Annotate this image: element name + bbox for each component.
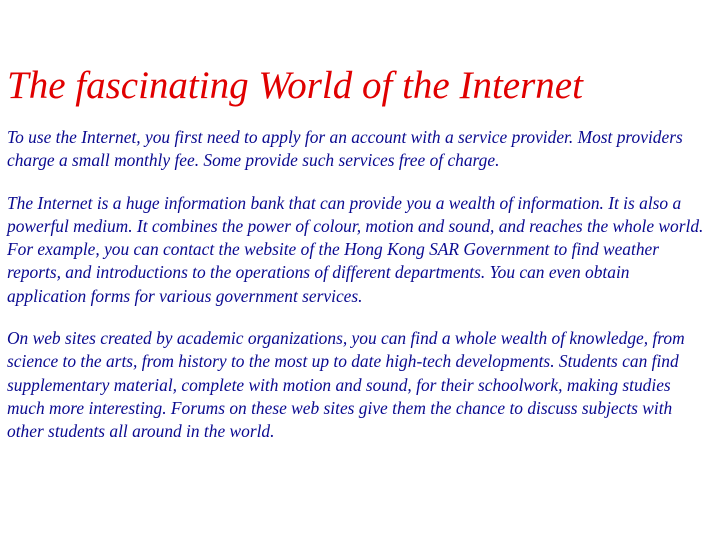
- paragraph-academic-sites: On web sites created by academic organizations, you can find a whole wealth of knowledge, from science to the arts, from history to the most up to date high-tech developments. Students can find supplementary material, complete with motion and sound, for their schoolwork, making studies much more interesting. Forums on these web sites give them the chance to discuss subjects with other students all around in the world.: [7, 328, 685, 442]
- paragraph-information-bank: The Internet is a huge information bank that can provide you a wealth of information. It is also a powerful medium. It combines the power of colour, motion and sound, and reaches the whole world. For example, you can contact the website of the Hong Kong SAR Government to find weather reports, and introductions to the operations of different departments. You can even obtain application forms for various government services.: [7, 192, 704, 306]
- page-title: The fascinating World of the Internet: [7, 64, 583, 107]
- body-text: [7, 126, 712, 444]
- paragraph-account: To use the Internet, you first need to apply for an account with a service provider. Most providers charge a small monthly fee. Some provide such services free of charge.: [7, 127, 683, 171]
